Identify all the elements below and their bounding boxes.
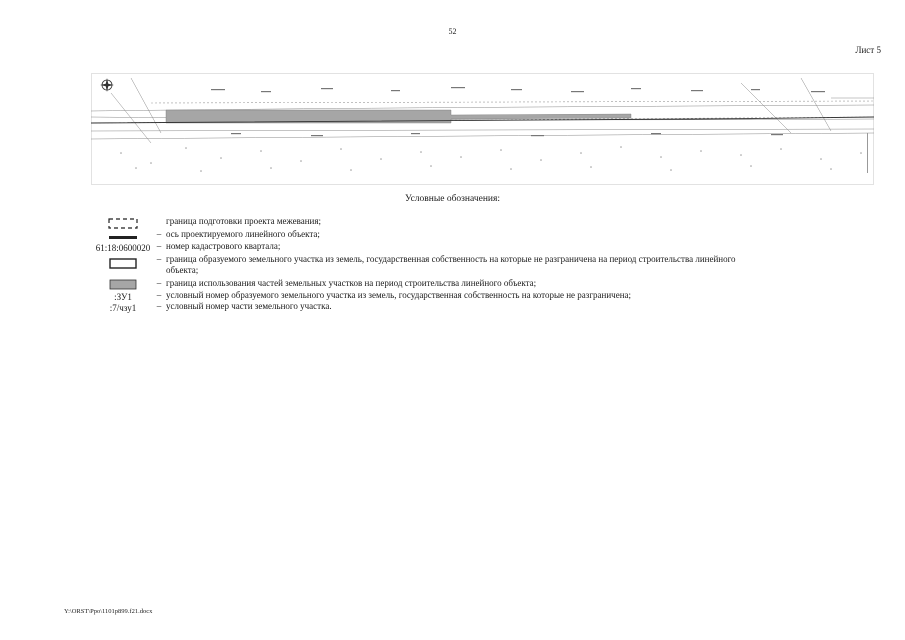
page-number: 52 (448, 27, 457, 36)
legend-row-part-number (60, 301, 840, 314)
legend-dash: – (156, 290, 162, 300)
legend-row-formed-plot (60, 254, 840, 278)
cadastral-map (91, 73, 874, 185)
legend-text: граница использования частей земельных участков на период строительства линейного объекта; (166, 278, 537, 288)
legend-dash: – (156, 278, 162, 288)
legend-text: номер кадастрового квартала; (166, 241, 281, 251)
legend-text: граница подготовки проекта межевания; (166, 216, 322, 226)
dashed-rect-icon (80, 216, 166, 229)
legend-text: условный номер образуемого земельного участка из земель, государственная собственность на которые не разграничена; (166, 290, 632, 300)
legend-dash: – (156, 229, 162, 239)
legend-dash: – (156, 254, 162, 264)
legend-text: условный номер части земельного участка. (166, 301, 332, 311)
legend-dash: – (156, 241, 162, 251)
footer-file-path: Y:\ORST\Ppo\1101p899.f21.docx (64, 608, 153, 615)
legend-code: 61:18:0600020 (95, 242, 151, 253)
legend-title: Условные обозначения: (404, 194, 500, 204)
ground-texture (120, 146, 862, 172)
legend-text: граница образуемого земельного участка из земель, государственная собственность на которые не разграничена на период строительства линейного объекта; (166, 254, 736, 275)
legend-code: :ЗУ1 (114, 291, 132, 302)
sheet-label: Лист 5 (855, 45, 881, 55)
legend-row-boundary (60, 216, 840, 229)
north-arrow-icon (100, 78, 114, 92)
legend-row-quarter (60, 241, 840, 254)
legend-text: ось проектируемого линейного объекта; (166, 229, 320, 239)
legend-code: :7/чзу1 (109, 302, 137, 313)
right-vertical-note (867, 133, 868, 173)
legend-dash: – (156, 301, 162, 311)
